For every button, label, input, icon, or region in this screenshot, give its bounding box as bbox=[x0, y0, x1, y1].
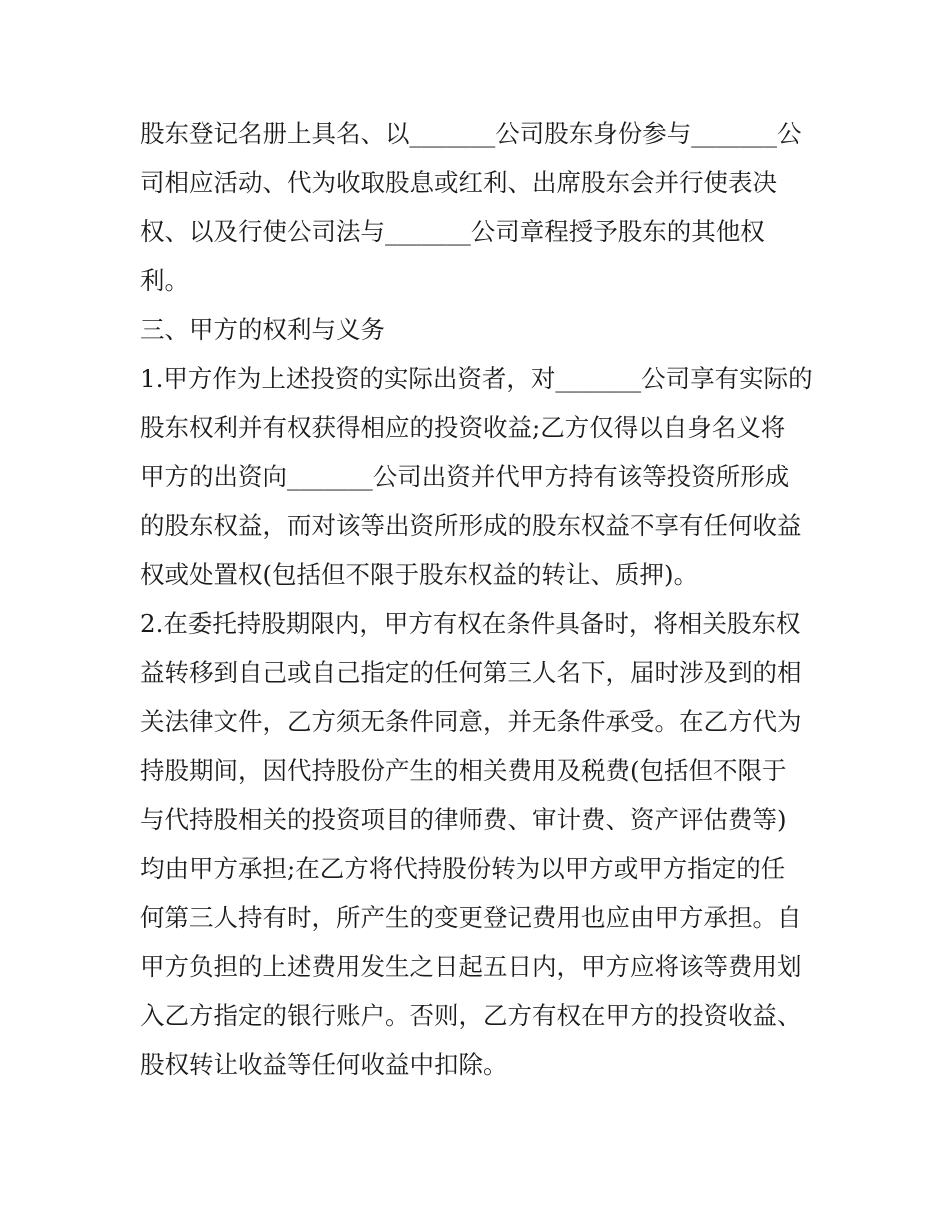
text-line: 益转移到自己或自己指定的任何第三人名下，届时涉及到的相 bbox=[140, 658, 802, 687]
text-line: 利。 bbox=[140, 266, 189, 295]
text-line: 股权转让收益等任何收益中扣除。 bbox=[140, 1050, 508, 1079]
text-line: 持股期间，因代持股份产生的相关费用及税费(包括但不限于 bbox=[140, 756, 787, 785]
text-line: 权、以及行使公司法与_______公司章程授予股东的其他权 bbox=[140, 217, 765, 246]
text-line: 何第三人持有时，所产生的变更登记费用也应由甲方承担。自 bbox=[140, 903, 802, 932]
text-line: 1.甲方作为上述投资的实际出资者，对_______公司享有实际的 bbox=[140, 364, 813, 393]
text-line: 股东登记名册上具名、以_______公司股东身份参与_______公 bbox=[140, 119, 802, 148]
text-line: 甲方的出资向_______公司出资并代甲方持有该等投资所形成 bbox=[140, 462, 790, 491]
text-line: 司相应活动、代为收取股息或红利、出席股东会并行使表决 bbox=[140, 168, 777, 197]
text-line: 甲方负担的上述费用发生之日起五日内，甲方应将该等费用划 bbox=[140, 952, 802, 981]
text-line: 关法律文件，乙方须无条件同意，并无条件承受。在乙方代为 bbox=[140, 707, 802, 736]
text-line: 的股东权益，而对该等出资所形成的股东权益不享有任何收益 bbox=[140, 511, 802, 540]
text-line: 2.在委托持股期限内，甲方有权在条件具备时，将相关股东权 bbox=[140, 609, 801, 638]
text-line: 权或处置权(包括但不限于股东权益的转让、质押)。 bbox=[140, 560, 699, 589]
section-heading: 三、甲方的权利与义务 bbox=[140, 315, 385, 344]
text-line: 与代持股相关的投资项目的律师费、审计费、资产评估费等) bbox=[140, 805, 787, 834]
document-page bbox=[140, 109, 816, 1089]
text-line: 入乙方指定的银行账户。否则，乙方有权在甲方的投资收益、 bbox=[140, 1001, 802, 1030]
text-line: 均由甲方承担;在乙方将代持股份转为以甲方或甲方指定的任 bbox=[140, 854, 786, 883]
text-line: 股东权利并有权获得相应的投资收益;乙方仅得以自身名义将 bbox=[140, 413, 786, 442]
